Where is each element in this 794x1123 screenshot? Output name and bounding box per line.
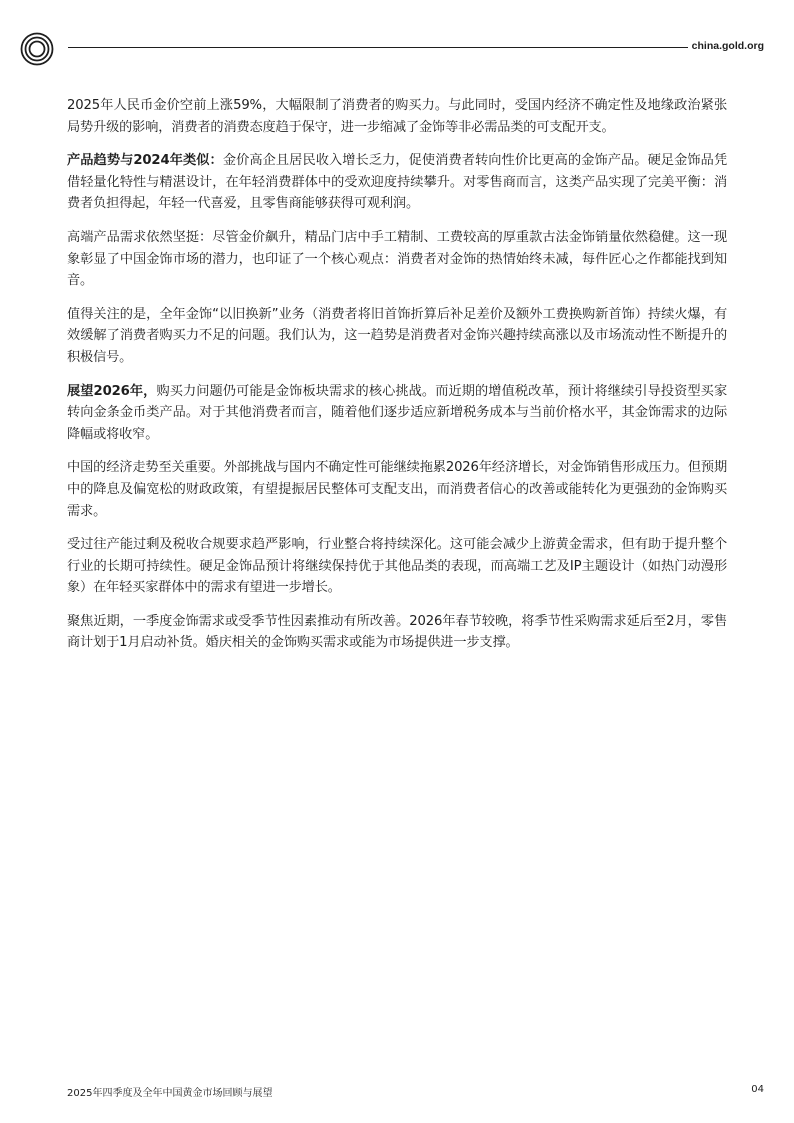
paragraph-text: 聚焦近期，一季度金饰需求或受季节性因素推动有所改善。2026年春节较晚，将季节性采购需求延后至2月，零售商计划于1月启动补货。婚庆相关的金饰购买需求或能为市场提供进一步支撑。 (67, 613, 727, 651)
paragraph-text: 2025年人民币金价空前上涨59%，大幅限制了消费者的购买力。与此同时，受国内经济不确定性及地缘政治紧张局势升级的影响，消费者的消费态度趋于保守，进一步缩减了金饰等非必需品类的可支配开支。 (67, 98, 727, 135)
paragraph-text: 高端产品需求依然坚挺：尽管金价飙升，精品门店中手工精制、工费较高的厚重款古法金饰销量依然稳健。这一现象彰显了中国金饰市场的潜力，也印证了一个核心观点：消费者对金饰的热情始终未减，每件匠心之作都能找到知音。 (67, 229, 727, 289)
paragraph-text: 中国的经济走势至关重要。外部挑战与国内不确定性可能继续拖累2026年经济增长，对金饰销售形成压力。但预期中的降息及偏宽松的财政政策，有望提振居民整体可支配支出，而消费者信心的改善或能转化为更强劲的金饰购买需求。 (67, 460, 727, 519)
paragraph-8 (67, 611, 727, 654)
concentric-circles-logo-icon (20, 32, 54, 66)
page-number: 04 (751, 1084, 764, 1095)
paragraph-2 (67, 150, 727, 215)
site-url[interactable]: china.gold.org (691, 40, 764, 52)
header-rule (68, 47, 688, 48)
paragraph-lead: 展望2026年， (67, 383, 157, 399)
paragraph-4 (67, 304, 727, 369)
paragraph-text: 金价高企且居民收入增长乏力，促使消费者转向性价比更高的金饰产品。硬足金饰品凭借轻量化特性与精湛设计，在年轻消费群体中的受欢迎度持续攀升。对零售商而言，这类产品实现了完美平衡：消费者负担得起，年轻一代喜爱，且零售商能够获得可观利润。 (67, 153, 727, 212)
paragraph-text: 受过往产能过剩及税收合规要求趋严影响，行业整合将持续深化。这可能会减少上游黄金需求，但有助于提升整个行业的长期可持续性。硬足金饰品预计将继续保持优于其他品类的表现，而高端工艺及IP主题设计（如热门动漫形象）在年轻买家群体中的需求有望进一步增长。 (67, 537, 727, 596)
paragraph-1 (67, 95, 727, 138)
paragraph-6 (67, 457, 727, 522)
footer-report-title: 2025年四季度及全年中国黄金市场回顾与展望 (67, 1088, 273, 1099)
paragraph-3 (67, 227, 727, 292)
paragraph-lead: 产品趋势与2024年类似： (67, 153, 223, 169)
paragraph-text: 值得关注的是，全年金饰“以旧换新”业务（消费者将旧首饰折算后补足差价及额外工费换购新首饰）持续火爆，有效缓解了消费者购买力不足的问题。我们认为，这一趋势是消费者对金饰兴趣持续高涨以及市场流动性不断提升的积极信号。 (67, 306, 727, 365)
paragraph-5 (67, 381, 727, 446)
paragraph-7 (67, 534, 727, 599)
paragraph-text: 购买力问题仍可能是金饰板块需求的核心挑战。而近期的增值税改革，预计将继续引导投资型买家转向金条金币类产品。对于其他消费者而言，随着他们逐步适应新增税务成本与当前价格水平，其金饰需求的边际降幅或将收窄。 (67, 383, 727, 442)
article-body (67, 95, 727, 666)
